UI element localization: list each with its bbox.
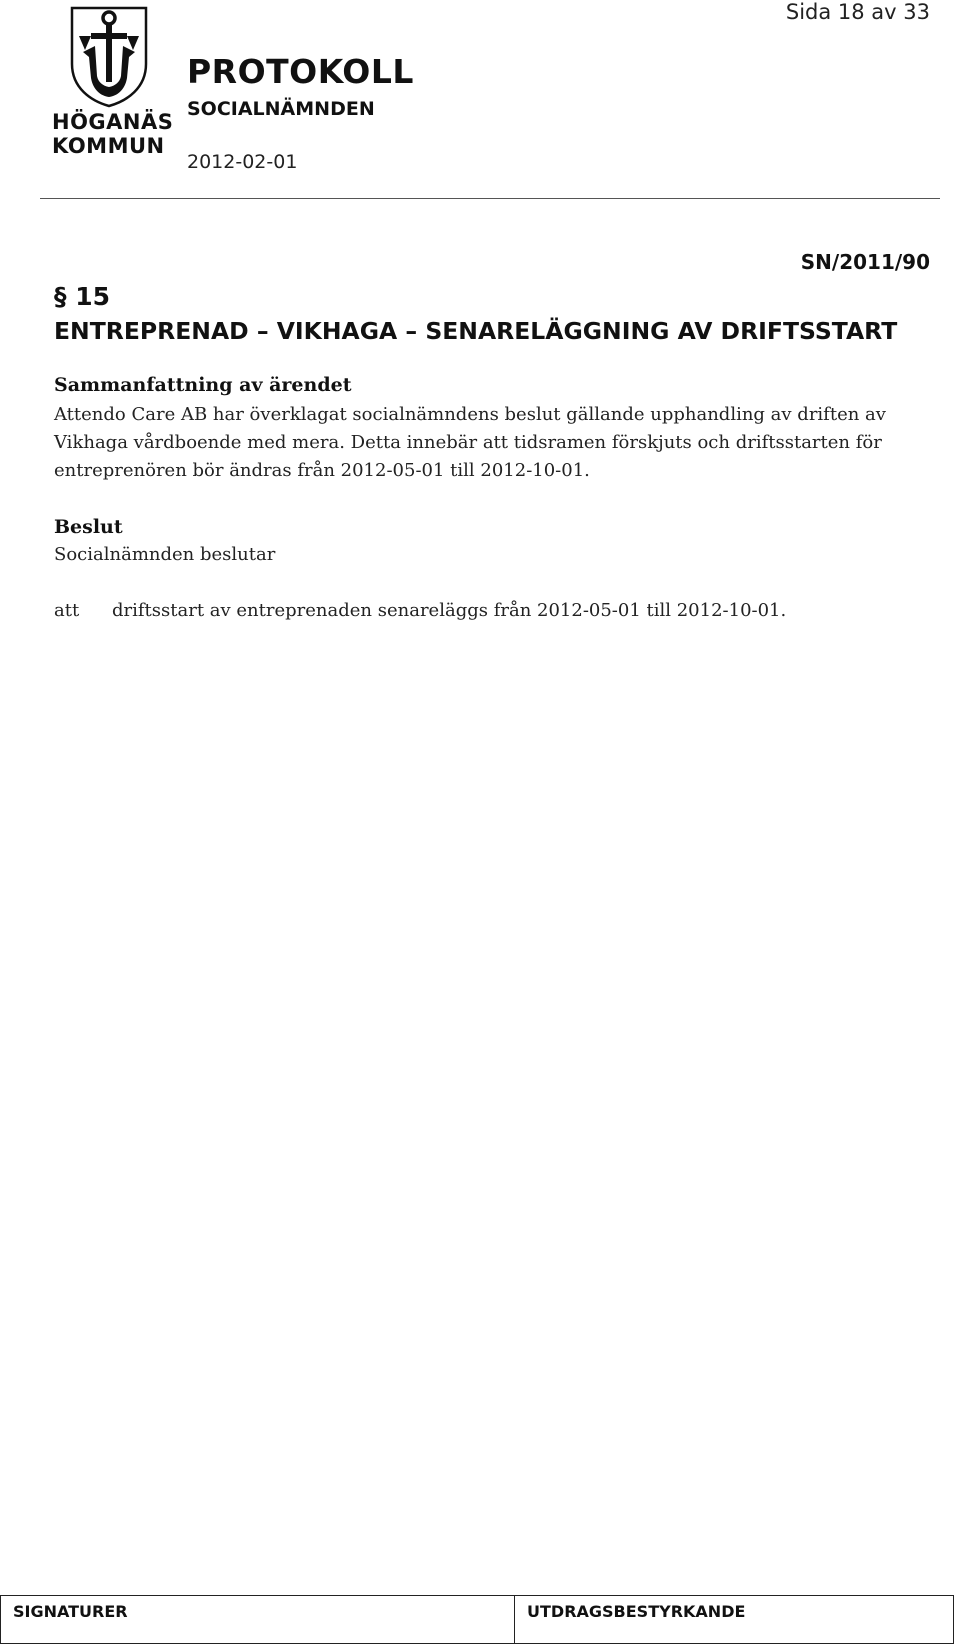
- header-divider: [40, 198, 940, 199]
- section-title: ENTREPRENAD – VIKHAGA – SENARELÄGGNING AV DRIFTSSTART: [54, 317, 898, 345]
- meeting-date: 2012-02-01: [187, 151, 298, 173]
- decision-att-label: att: [54, 600, 80, 621]
- document-title: PROTOKOLL: [187, 52, 414, 91]
- page-number: Sida 18 av 33: [785, 0, 930, 24]
- certification-field: UTDRAGSBESTYRKANDE: [527, 1602, 746, 1621]
- logo-text-line1: HÖGANÄS: [52, 110, 174, 134]
- signatures-field: SIGNATURER: [1, 1596, 515, 1643]
- document-subtitle: SOCIALNÄMNDEN: [187, 98, 375, 120]
- case-number: SN/2011/90: [800, 250, 930, 274]
- section-number: § 15: [54, 282, 110, 311]
- signature-footer: [0, 1595, 954, 1644]
- decision-text: driftsstart av entreprenaden senareläggs från 2012-05-01 till 2012-10-01.: [112, 600, 787, 621]
- summary-heading: Sammanfattning av ärendet: [54, 374, 352, 396]
- municipality-logo: [52, 6, 174, 166]
- decision-heading: Beslut: [54, 516, 123, 538]
- logo-text-line2: KOMMUN: [52, 134, 165, 158]
- anchor-shield-icon: [69, 6, 149, 108]
- summary-body: Attendo Care AB har överklagat socialnämndens beslut gällande upphandling av driften av Vikhaga vårdboende med mera. Detta innebär att tidsramen förskjuts och driftsstarten för entreprenören bör ändras från 2012-05-01 till 2012-10-01.: [54, 404, 886, 481]
- decision-intro: Socialnämnden beslutar: [54, 544, 276, 565]
